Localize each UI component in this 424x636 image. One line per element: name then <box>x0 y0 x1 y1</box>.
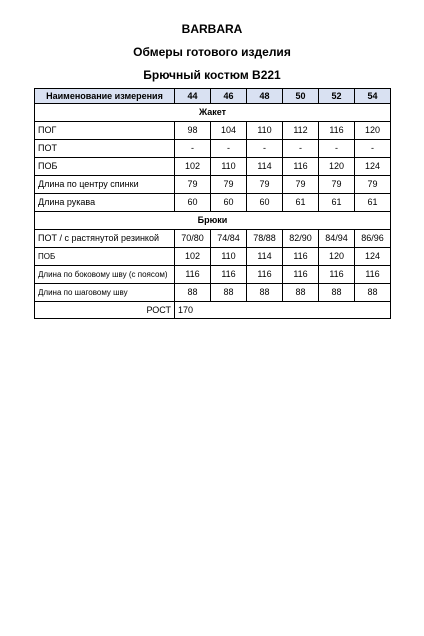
section-title: Брюки <box>35 212 391 230</box>
height-value: 170 <box>175 302 391 319</box>
brand-title: BARBARA <box>181 22 243 36</box>
cell-value: 86/96 <box>355 230 391 248</box>
row-label: ПОБ <box>35 248 175 266</box>
document-subtitle: Обмеры готового изделия <box>133 45 291 59</box>
cell-value: 60 <box>247 194 283 212</box>
cell-value: 102 <box>175 158 211 176</box>
name-column-header: Наименование измерения <box>35 89 175 104</box>
section-row-trousers <box>35 212 391 230</box>
model-title: Брючный костюм B221 <box>143 68 281 82</box>
section-title: Жакет <box>35 104 391 122</box>
cell-value: 88 <box>175 284 211 302</box>
table-row <box>35 284 391 302</box>
size-column-header: 54 <box>355 89 391 104</box>
cell-value: 114 <box>247 248 283 266</box>
cell-value: 98 <box>175 122 211 140</box>
cell-value: 82/90 <box>283 230 319 248</box>
cell-value: - <box>247 140 283 158</box>
section-row-jacket <box>35 104 391 122</box>
cell-value: 60 <box>211 194 247 212</box>
cell-value: 120 <box>319 158 355 176</box>
row-label: ПОГ <box>35 122 175 140</box>
cell-value: 116 <box>247 266 283 284</box>
row-label: ПОТ / с растянутой резинкой <box>35 230 175 248</box>
cell-value: 84/94 <box>319 230 355 248</box>
cell-value: - <box>283 140 319 158</box>
cell-value: 74/84 <box>211 230 247 248</box>
cell-value: 60 <box>175 194 211 212</box>
cell-value: 61 <box>355 194 391 212</box>
table-row <box>35 158 391 176</box>
cell-value: 116 <box>319 266 355 284</box>
cell-value: 102 <box>175 248 211 266</box>
cell-value: 70/80 <box>175 230 211 248</box>
row-label: ПОТ <box>35 140 175 158</box>
cell-value: 79 <box>175 176 211 194</box>
table-row <box>35 230 391 248</box>
cell-value: - <box>319 140 355 158</box>
cell-value: - <box>355 140 391 158</box>
cell-value: 61 <box>283 194 319 212</box>
cell-value: 116 <box>283 158 319 176</box>
row-label: ПОБ <box>35 158 175 176</box>
cell-value: 124 <box>355 248 391 266</box>
cell-value: 110 <box>247 122 283 140</box>
cell-value: 116 <box>355 266 391 284</box>
cell-value: 116 <box>211 266 247 284</box>
cell-value: 110 <box>211 158 247 176</box>
cell-value: 120 <box>319 248 355 266</box>
size-column-header: 44 <box>175 89 211 104</box>
table-row <box>35 176 391 194</box>
cell-value: 124 <box>355 158 391 176</box>
cell-value: 116 <box>175 266 211 284</box>
measurements-table <box>34 88 391 319</box>
cell-value: 79 <box>319 176 355 194</box>
height-label: РОСТ <box>35 302 175 319</box>
cell-value: 116 <box>319 122 355 140</box>
row-label: Длина по боковому шву (с поясом) <box>35 266 175 284</box>
size-column-header: 48 <box>247 89 283 104</box>
cell-value: 104 <box>211 122 247 140</box>
size-column-header: 52 <box>319 89 355 104</box>
cell-value: 88 <box>319 284 355 302</box>
cell-value: 79 <box>355 176 391 194</box>
table-row <box>35 248 391 266</box>
cell-value: 116 <box>283 248 319 266</box>
cell-value: 88 <box>211 284 247 302</box>
table-header-row <box>35 89 391 104</box>
cell-value: 116 <box>283 266 319 284</box>
cell-value: 78/88 <box>247 230 283 248</box>
cell-value: - <box>211 140 247 158</box>
cell-value: 88 <box>283 284 319 302</box>
height-row <box>35 302 391 319</box>
table-row <box>35 194 391 212</box>
row-label: Длина по центру спинки <box>35 176 175 194</box>
table-row <box>35 122 391 140</box>
cell-value: 79 <box>283 176 319 194</box>
cell-value: 88 <box>355 284 391 302</box>
cell-value: 61 <box>319 194 355 212</box>
cell-value: 88 <box>247 284 283 302</box>
size-column-header: 50 <box>283 89 319 104</box>
cell-value: 110 <box>211 248 247 266</box>
cell-value: 114 <box>247 158 283 176</box>
cell-value: - <box>175 140 211 158</box>
cell-value: 120 <box>355 122 391 140</box>
size-column-header: 46 <box>211 89 247 104</box>
cell-value: 79 <box>211 176 247 194</box>
row-label: Длина по шаговому шву <box>35 284 175 302</box>
cell-value: 79 <box>247 176 283 194</box>
cell-value: 112 <box>283 122 319 140</box>
table-row <box>35 140 391 158</box>
row-label: Длина рукава <box>35 194 175 212</box>
table-row <box>35 266 391 284</box>
